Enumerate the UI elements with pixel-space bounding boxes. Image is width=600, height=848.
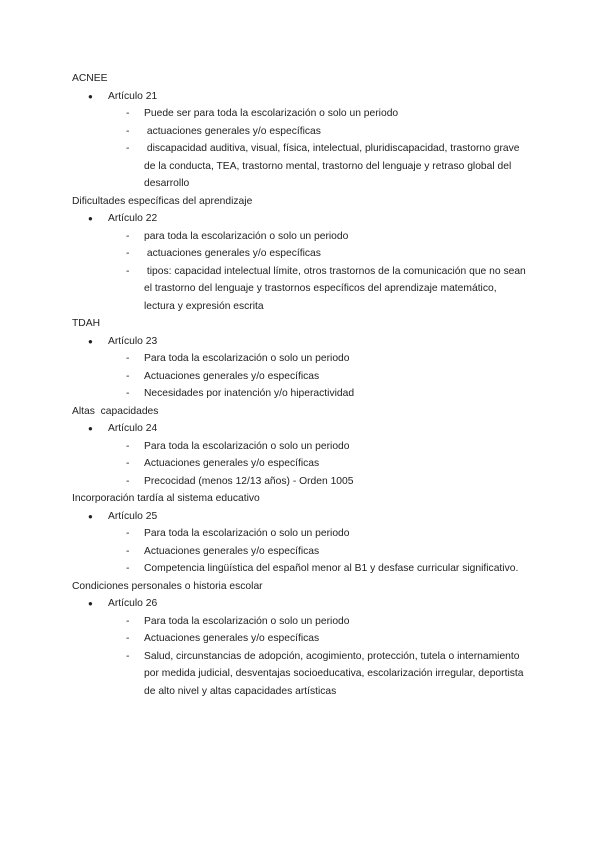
article-line	[0, 210, 600, 228]
list-item-text: actuaciones generales y/o específicas	[144, 248, 321, 259]
dash-icon: -	[126, 650, 130, 662]
article-line	[0, 420, 600, 438]
list-item-text: tipos: capacidad intelectual límite, otros trastornos de la comunicación que no sean el trastorno del lenguaje y trastornos específicos del aprendizaje matemático, lectura y expresión escrita	[144, 265, 529, 312]
article-label: Artículo 25	[108, 510, 158, 522]
list-item	[0, 455, 600, 473]
list-item	[0, 525, 600, 543]
section-acnee	[0, 70, 600, 193]
list-item-text: Para toda la escolarización o solo un periodo	[144, 353, 350, 364]
list-item-text: Actuaciones generales y/o específicas	[144, 545, 320, 557]
dash-icon: -	[126, 230, 130, 242]
section-title: ACNEE	[72, 73, 108, 84]
dash-icon: -	[126, 143, 130, 154]
section-tdah	[0, 315, 600, 403]
section-title: Condiciones personales o historia escolar	[72, 580, 263, 592]
list-item	[0, 613, 600, 631]
list-item	[0, 123, 600, 141]
list-item	[0, 263, 600, 316]
article-line	[0, 88, 600, 106]
section-title: Altas capacidades	[72, 405, 159, 417]
dash-icon: -	[126, 615, 130, 627]
dash-icon: -	[126, 563, 130, 574]
section-altas-capacidades	[0, 403, 600, 491]
article-label: Artículo 24	[108, 423, 158, 434]
list-item-text: Actuaciones generales y/o específicas	[144, 633, 320, 644]
list-item-text: para toda la escolarización o solo un periodo	[144, 230, 349, 242]
list-item-text: Salud, circunstancias de adopción, acogimiento, protección, tutela o internamiento por medida judicial, desventajas socioeducativa, escolarización irregular, deportista de alto nivel y altas capacidades artísticas	[144, 650, 524, 697]
dash-icon: -	[126, 370, 130, 382]
list-item-text: Para toda la escolarización o solo un periodo	[144, 528, 350, 539]
dash-icon: -	[126, 265, 130, 277]
list-item-text: Para toda la escolarización o solo un periodo	[144, 440, 350, 452]
list-item-text: Actuaciones generales y/o específicas	[144, 370, 320, 382]
list-item	[0, 245, 600, 263]
list-item-text: Puede ser para toda la escolarización o solo un periodo	[144, 108, 399, 119]
article-label: Artículo 23	[108, 335, 158, 347]
list-item	[0, 543, 600, 561]
section-incorporacion-tardia	[0, 490, 600, 578]
list-item	[0, 473, 600, 491]
bullet-icon: ●	[88, 511, 93, 521]
list-item-text: Necesidades por inatención y/o hiperactividad	[144, 388, 355, 399]
dash-icon: -	[126, 125, 130, 137]
list-item	[0, 105, 600, 123]
list-item	[0, 385, 600, 403]
dash-icon: -	[126, 388, 130, 399]
article-label: Artículo 22	[108, 213, 158, 224]
list-item-text: Competencia lingüística del español menor al B1 y desfase curricular significativo.	[144, 563, 519, 574]
bullet-icon: ●	[88, 91, 93, 101]
list-item	[0, 350, 600, 368]
section-condiciones-personales	[0, 578, 600, 701]
dash-icon: -	[126, 108, 130, 119]
list-item-text: Precocidad (menos 12/13 años) - Orden 1005	[144, 475, 354, 487]
article-label: Artículo 26	[108, 598, 158, 609]
list-item-text: Actuaciones generales y/o específicas	[144, 458, 320, 469]
list-item	[0, 140, 600, 193]
section-title: Incorporación tardía al sistema educativo	[72, 493, 260, 504]
top-margin	[0, 0, 600, 70]
article-label: Artículo 21	[108, 90, 158, 102]
dash-icon: -	[126, 633, 130, 644]
dash-icon: -	[126, 475, 130, 487]
article-line	[0, 333, 600, 351]
bullet-icon: ●	[88, 214, 93, 223]
section-title: TDAH	[72, 318, 101, 329]
bullet-icon: ●	[88, 336, 93, 346]
article-line	[0, 508, 600, 526]
dash-icon: -	[126, 545, 130, 557]
list-item-text: actuaciones generales y/o específicas	[144, 125, 321, 137]
dash-icon: -	[126, 440, 130, 452]
section-title: Dificultades específicas del aprendizaje	[72, 195, 253, 207]
dash-icon: -	[126, 248, 130, 259]
dash-icon: -	[126, 458, 130, 469]
bullet-icon: ●	[88, 424, 93, 433]
article-line	[0, 595, 600, 613]
list-item	[0, 648, 600, 701]
dash-icon: -	[126, 353, 130, 364]
bullet-icon: ●	[88, 599, 93, 608]
list-item-text: Para toda la escolarización o solo un periodo	[144, 615, 350, 627]
list-item	[0, 438, 600, 456]
list-item	[0, 228, 600, 246]
list-item	[0, 368, 600, 386]
list-item	[0, 630, 600, 648]
list-item	[0, 560, 600, 578]
section-dificultades	[0, 193, 600, 316]
list-item-text: discapacidad auditiva, visual, física, intelectual, pluridiscapacidad, trastorno grave de la conducta, TEA, trastorno mental, trastorno del lenguaje y retraso global del desarrollo	[144, 143, 523, 189]
dash-icon: -	[126, 528, 130, 539]
